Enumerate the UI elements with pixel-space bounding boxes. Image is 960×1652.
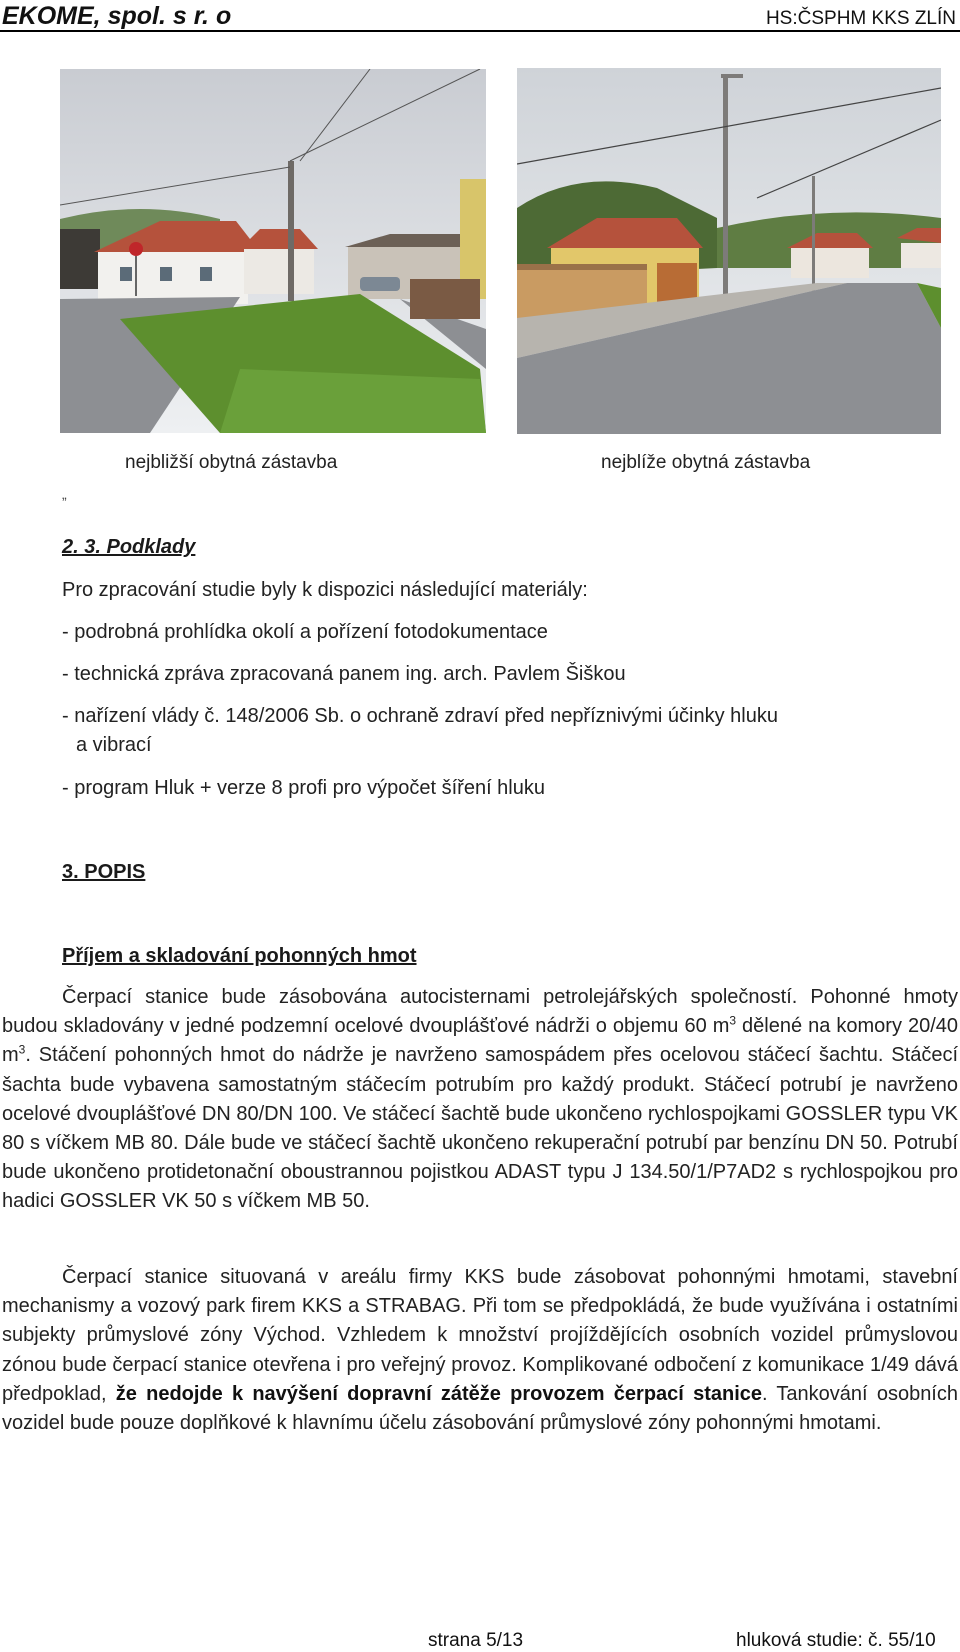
podklady-item: - program Hluk + verze 8 profi pro výpočet šíření hluku [62,777,545,799]
photo-right-caption: nejblíže obytná zástavba [601,452,811,473]
photo-right-street [517,68,941,434]
document-reference: HS:ČSPHM KKS ZLÍN [765,8,956,29]
section-title-podklady: 2. 3. Podklady [62,536,196,558]
section-title-popis: 3. POPIS [62,861,146,883]
podklady-intro: Pro zpracování studie byly k dispozici následující materiály: [62,579,588,601]
podklady-item: - podrobná prohlídka okolí a pořízení fotodokumentace [62,621,548,643]
podklady-item: - nařízení vlády č. 148/2006 Sb. o ochraně zdraví před nepříznivými účinky hluku [62,705,778,727]
page-number: strana 5/13 [428,1630,524,1651]
company-name: EKOME, spol. s r. o [2,2,232,30]
paragraph-prijem: Čerpací stanice bude zásobována autocisternami petrolejářských společností. Pohonné hmoty budou skladovány v jedné podzemní ocelové dvouplášťové nádrži o objemu 60 $m^3$ dělené na komory 20/40 $m^3$. Stáčení pohonných hmot do nádrže je navrženo samospádem přes ocelovou stáčecí šachtu. Stáčecí šachta bude vybavena samostatným stáčecím potrubím pro každý produkt. Stáčecí potrubí je navrženo ocelové dvouplášťové DN 80/DN 100. Ve stáčecí šachtě bude ukončeno rychlospojkami GOSSLER typu VK 80 s víčkem MB 80. Dále bude ve stáčecí šachtě ukončeno rekuperační potrubí par benzínu DN 50. Potrubí bude ukončeno protidetonační oboustrannou pojistkou ADAST typu J 134.50/1/P7AD2 s rychlospojkou pro hadici GOSSLER VK 50 s víčkem MB 50. [2,986,958,1213]
bold-conclusion: že nedojde k navýšení dopravní zátěže provozem čerpací stanice [115,1382,762,1405]
photo-left-caption: nejbližší obytná zástavba [125,452,338,473]
paragraph-situovani: Čerpací stanice situovaná v areálu firmy KKS bude zásobovat pohonnými hmotami, stavební mechanismy a vozový park firem KKS a STRABAG. Při tom se předpokládá, že bude využívána i ostatními subjekty průmyslové zóny Východ. Vzhledem k množství projíždějících osobních vozidel průmyslovou zónou bude čerpací stanice otevřena i pro veřejný provoz. Komplikované odbočení z komunikace 1/49 dává předpoklad, že nedojde k navýšení dopravní zátěže provozem čerpací stanice. Tankování osobních vozidel bude pouze doplňkové k hlavnímu účelu zásobování průmyslové zóny pohonnými hmotami. [2,1266,958,1435]
photo-left-village [60,69,486,433]
page-header [0,0,960,32]
header-rule [0,30,960,32]
podklady-item-continuation: a vibrací [76,734,152,756]
subsection-title-prijem: Příjem a skladování pohonných hmot [62,945,417,967]
podklady-item: - technická zpráva zpracovaná panem ing. arch. Pavlem Šiškou [62,663,626,685]
stray-quote-mark: „ [62,486,67,502]
study-number: hluková studie: č. 55/10 [736,1630,936,1651]
